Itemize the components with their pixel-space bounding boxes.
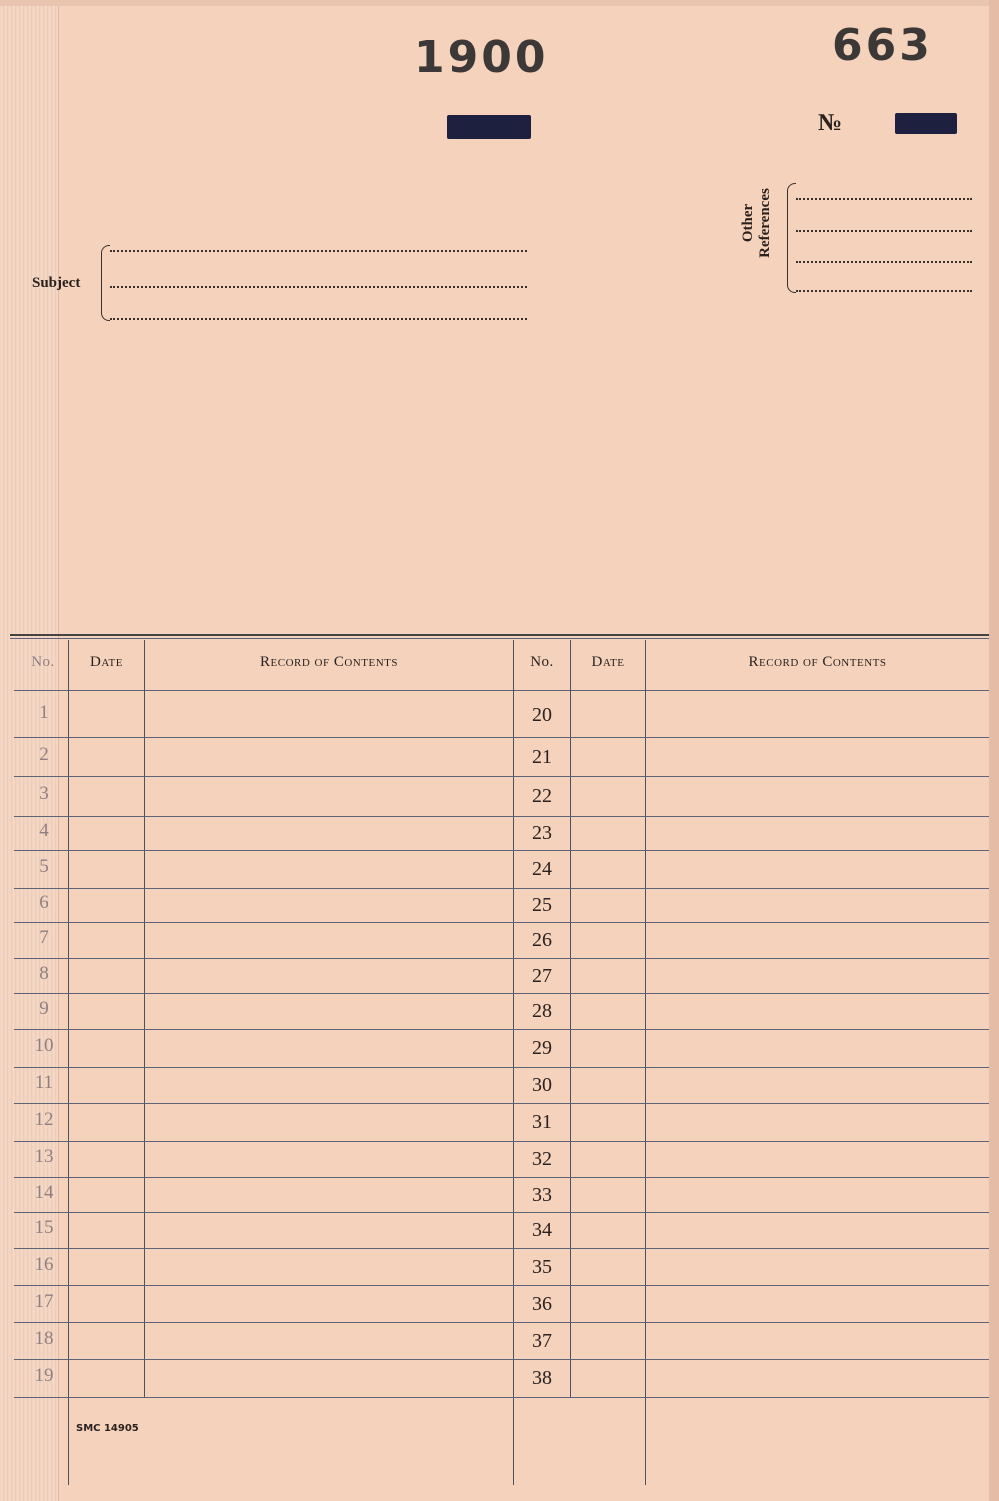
row-number-right: 31 — [532, 1111, 552, 1133]
row-number-right: 38 — [532, 1367, 552, 1389]
row-number-left: 3 — [39, 783, 49, 804]
row-number-left: 5 — [39, 856, 49, 877]
other-references-label-line2: References — [757, 188, 773, 258]
header-no-left: No. — [31, 654, 55, 670]
row-number-left: 9 — [39, 998, 49, 1019]
row-number-right: 30 — [532, 1074, 552, 1096]
row-rule — [14, 958, 989, 959]
header-date-left: Date — [90, 654, 123, 670]
row-number-right: 26 — [532, 929, 552, 951]
redaction-mark — [447, 115, 531, 139]
row-number-left: 1 — [39, 702, 49, 723]
other-references-label-line1: Other — [740, 203, 756, 243]
header-record-left: Record of Contents — [260, 654, 398, 670]
row-rule — [14, 1285, 989, 1286]
row-number-right: 37 — [532, 1329, 552, 1352]
year-stamp: 1900 — [414, 32, 549, 83]
row-rule — [14, 1322, 989, 1323]
row-number-right: 35 — [532, 1255, 552, 1278]
row-number-left: 18 — [34, 1327, 54, 1349]
row-number-right: 21 — [532, 745, 552, 768]
row-number-left: 2 — [39, 743, 49, 765]
row-rule — [14, 888, 989, 889]
row-rule — [14, 1103, 989, 1104]
header-bottom-rule — [14, 690, 989, 691]
row-rule — [14, 776, 989, 777]
row-number-left: 12 — [34, 1109, 54, 1130]
header-no-right: No. — [530, 654, 554, 670]
row-number-right: 33 — [532, 1183, 552, 1206]
file-number-stamp: 663 — [832, 20, 933, 71]
row-rule — [14, 1397, 989, 1398]
row-number-left: 19 — [34, 1365, 54, 1386]
subject-brace — [101, 245, 110, 321]
redaction-mark — [895, 113, 957, 134]
row-number-left: 7 — [39, 927, 49, 948]
row-number-left: 14 — [34, 1181, 54, 1203]
row-rule — [14, 1212, 989, 1213]
row-rule — [14, 1359, 989, 1360]
row-number-left: 8 — [39, 962, 49, 984]
row-number-left: 15 — [34, 1217, 54, 1238]
row-number-left: 4 — [39, 820, 49, 841]
table-top-rule — [10, 634, 989, 636]
row-rule — [14, 1067, 989, 1068]
row-number-left: 10 — [34, 1035, 54, 1056]
row-number-right: 25 — [532, 894, 552, 916]
other-references-line[interactable] — [796, 230, 972, 232]
right-edge — [989, 0, 999, 1501]
row-rule — [14, 816, 989, 817]
row-number-left: 6 — [39, 892, 49, 913]
row-number-right: 24 — [532, 858, 552, 880]
row-rule — [14, 1029, 989, 1030]
row-rule — [14, 993, 989, 994]
table-top-rule-thin — [10, 638, 989, 639]
row-number-left: 11 — [34, 1072, 54, 1093]
row-rule — [14, 922, 989, 923]
other-references-line[interactable] — [796, 290, 972, 292]
row-rule — [14, 1141, 989, 1142]
row-number-right: 27 — [532, 964, 552, 987]
row-rule — [14, 850, 989, 851]
row-rule — [14, 1248, 989, 1249]
other-references-line[interactable] — [796, 261, 972, 263]
row-number-right: 23 — [532, 822, 552, 844]
row-rule — [14, 1177, 989, 1178]
other-references-line[interactable] — [796, 198, 972, 200]
row-number-left: 13 — [34, 1146, 54, 1167]
form-code: SMC 14905 — [76, 1423, 139, 1434]
header-record-right: Record of Contents — [748, 654, 887, 670]
other-references-label — [740, 158, 774, 288]
row-number-right: 34 — [532, 1219, 552, 1241]
row-number-right: 22 — [532, 785, 552, 807]
header-date-right: Date — [591, 654, 625, 670]
number-label: № — [818, 110, 843, 136]
subject-line[interactable] — [110, 286, 527, 288]
row-number-left: 17 — [34, 1290, 54, 1312]
other-references-brace — [787, 183, 796, 293]
row-number-right: 28 — [532, 1000, 552, 1022]
subject-line[interactable] — [110, 250, 527, 252]
row-number-right: 20 — [532, 704, 552, 726]
subject-label: Subject — [32, 275, 81, 291]
row-number-left: 16 — [34, 1253, 54, 1275]
top-edge — [0, 0, 999, 6]
row-number-right: 29 — [532, 1037, 552, 1059]
row-number-right: 32 — [532, 1148, 552, 1170]
subject-line[interactable] — [110, 318, 527, 320]
row-number-right: 36 — [532, 1292, 552, 1315]
row-rule — [14, 737, 989, 738]
